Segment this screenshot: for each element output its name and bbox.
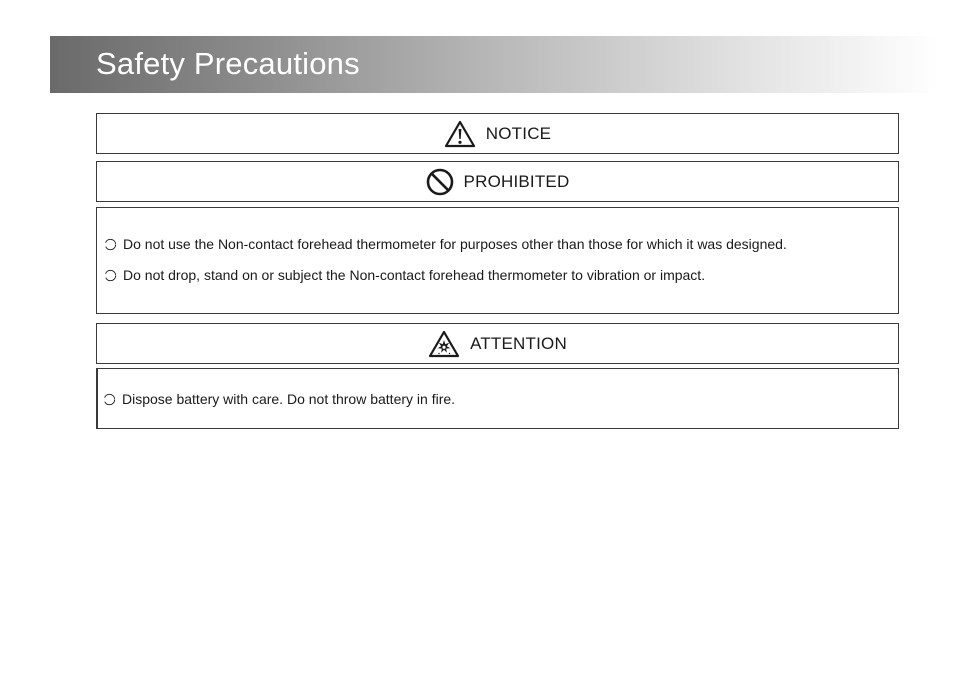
bullet-circle-icon [104, 238, 117, 251]
explosion-hazard-icon [428, 330, 460, 358]
attention-header [96, 323, 899, 364]
bullet-circle-icon [104, 269, 117, 282]
title-banner [50, 36, 940, 93]
notice-header [96, 113, 899, 154]
list-item [104, 234, 898, 254]
bullet-circle-icon [103, 393, 116, 406]
prohibited-circle-icon [426, 168, 454, 196]
attention-content [96, 368, 899, 429]
prohibited-header [96, 161, 899, 202]
attention-label: ATTENTION [470, 333, 567, 353]
prohibited-item-text: Do not use the Non-contact forehead thermometer for purposes other than those for which it was designed. [123, 236, 787, 252]
prohibited-item-text: Do not drop, stand on or subject the Non-contact forehead thermometer to vibration or impact. [123, 267, 706, 283]
warning-triangle-icon [444, 120, 476, 148]
list-item [103, 389, 898, 409]
page-title: Safety Precautions [96, 46, 360, 81]
list-item [104, 265, 898, 285]
prohibited-content [96, 207, 899, 314]
notice-label: NOTICE [485, 123, 552, 143]
prohibited-label: PROHIBITED [463, 171, 570, 191]
attention-item-text: Dispose battery with care. Do not throw battery in fire. [122, 391, 456, 407]
